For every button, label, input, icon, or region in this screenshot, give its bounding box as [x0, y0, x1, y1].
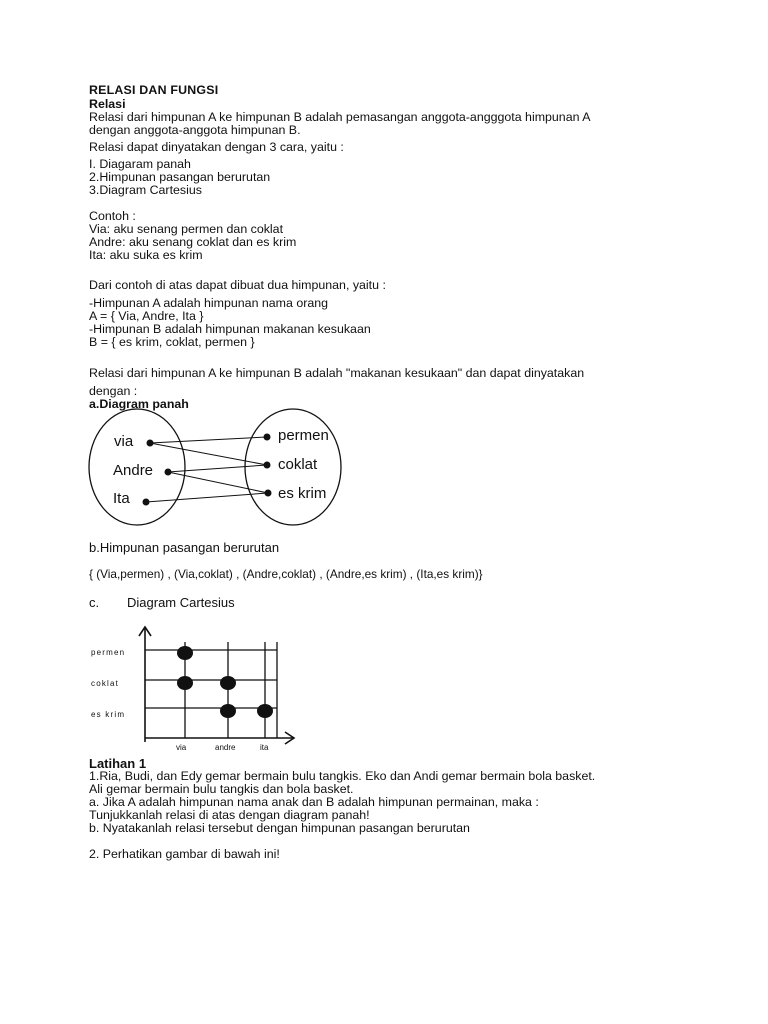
- relation-arrow: [168, 465, 267, 472]
- x-tick-label: via: [176, 743, 187, 752]
- x-tick-label: andre: [215, 743, 236, 752]
- relation-arrow: [150, 443, 267, 465]
- set-a-label: Ita: [113, 490, 130, 507]
- way-item: 2.Himpunan pasangan berurutan: [89, 170, 271, 184]
- cartesian-axes: [139, 627, 294, 744]
- cartesian-diagram: [85, 622, 305, 754]
- y-tick-label: coklat: [91, 679, 120, 688]
- data-point: [177, 646, 193, 660]
- data-point: [220, 676, 236, 690]
- exercise-line: b. Nyatakanlah relasi tersebut dengan himpunan pasangan berurutan: [89, 821, 470, 835]
- set-a-dot: [143, 499, 150, 506]
- page-title: RELASI DAN FUNGSI: [89, 83, 219, 97]
- way-item: 3.Diagram Cartesius: [89, 183, 202, 197]
- y-tick-label: permen: [91, 648, 126, 657]
- relation-arrow: [146, 493, 268, 502]
- cartesian-heading: Diagram Cartesius: [127, 595, 235, 610]
- set-a-dot: [147, 440, 154, 447]
- set-line: A = { Via, Andre, Ita }: [89, 309, 204, 323]
- cartesian-points: [177, 646, 273, 718]
- definition-line-1: Relasi dari himpunan A ke himpunan B adalah pemasangan anggota-angggota himpunan A: [89, 110, 591, 124]
- example-item: Ita: aku suka es krim: [89, 248, 203, 262]
- ordered-pairs-text: { (Via,permen) , (Via,coklat) , (Andre,coklat) , (Andre,es krim) , (Ita,es krim)}: [89, 567, 483, 581]
- definition-line-2: dengan anggota-anggota himpunan B.: [89, 123, 301, 137]
- set-line: B = { es krim, coklat, permen }: [89, 335, 255, 349]
- set-b-label: permen: [278, 427, 329, 444]
- exercise-heading: Latihan 1: [89, 756, 147, 771]
- data-point: [220, 704, 236, 718]
- set-a-dot: [165, 469, 172, 476]
- set-b-dot: [265, 490, 272, 497]
- exercise-question-2: 2. Perhatikan gambar di bawah ini!: [89, 847, 280, 861]
- sets-intro: Dari contoh di atas dapat dibuat dua himpunan, yaitu :: [89, 278, 386, 292]
- exercise-line: Tunjukkanlah relasi di atas dengan diagram panah!: [89, 808, 370, 822]
- exercise-line: a. Jika A adalah himpunan nama anak dan B adalah himpunan permainan, maka :: [89, 795, 539, 809]
- example-item: Andre: aku senang coklat dan es krim: [89, 235, 297, 249]
- set-a-label: Andre: [113, 462, 154, 479]
- y-tick-label: es krim: [91, 710, 126, 719]
- data-point: [177, 676, 193, 690]
- set-b-label: es krim: [278, 485, 327, 502]
- cartesian-grid: [145, 642, 277, 738]
- example-item: Via: aku senang permen dan coklat: [89, 222, 284, 236]
- set-line: -Himpunan A adalah himpunan nama orang: [89, 296, 329, 310]
- set-b-dot: [264, 462, 271, 469]
- exercise-line: 1.Ria, Budi, dan Edy gemar bermain bulu tangkis. Eko dan Andi gemar bermain bola basket.: [89, 769, 596, 783]
- set-b-dot: [264, 434, 271, 441]
- set-b-label: coklat: [278, 456, 318, 473]
- relation-line-2: dengan :: [89, 384, 138, 398]
- ways-intro: Relasi dapat dinyatakan dengan 3 cara, yaitu :: [89, 140, 344, 154]
- section-subtitle: Relasi: [89, 97, 126, 111]
- exercise-line: Ali gemar bermain bulu tangkis dan bola basket.: [89, 782, 354, 796]
- ordered-pairs-heading: b.Himpunan pasangan berurutan: [89, 540, 280, 555]
- set-line: -Himpunan B adalah himpunan makanan kesukaan: [89, 322, 371, 336]
- set-a-label: via: [114, 433, 134, 450]
- x-tick-label: ita: [260, 743, 269, 752]
- cartesian-heading-letter: c.: [89, 595, 100, 610]
- arrow-diagram: [80, 405, 370, 535]
- way-item: I. Diagaram panah: [89, 157, 191, 171]
- data-point: [257, 704, 273, 718]
- example-label: Contoh :: [89, 209, 136, 223]
- relation-line-1: Relasi dari himpunan A ke himpunan B adalah "makanan kesukaan" dan dapat dinyatakan: [89, 366, 585, 380]
- arrow-diagram-heading: a.Diagram panah: [89, 397, 189, 411]
